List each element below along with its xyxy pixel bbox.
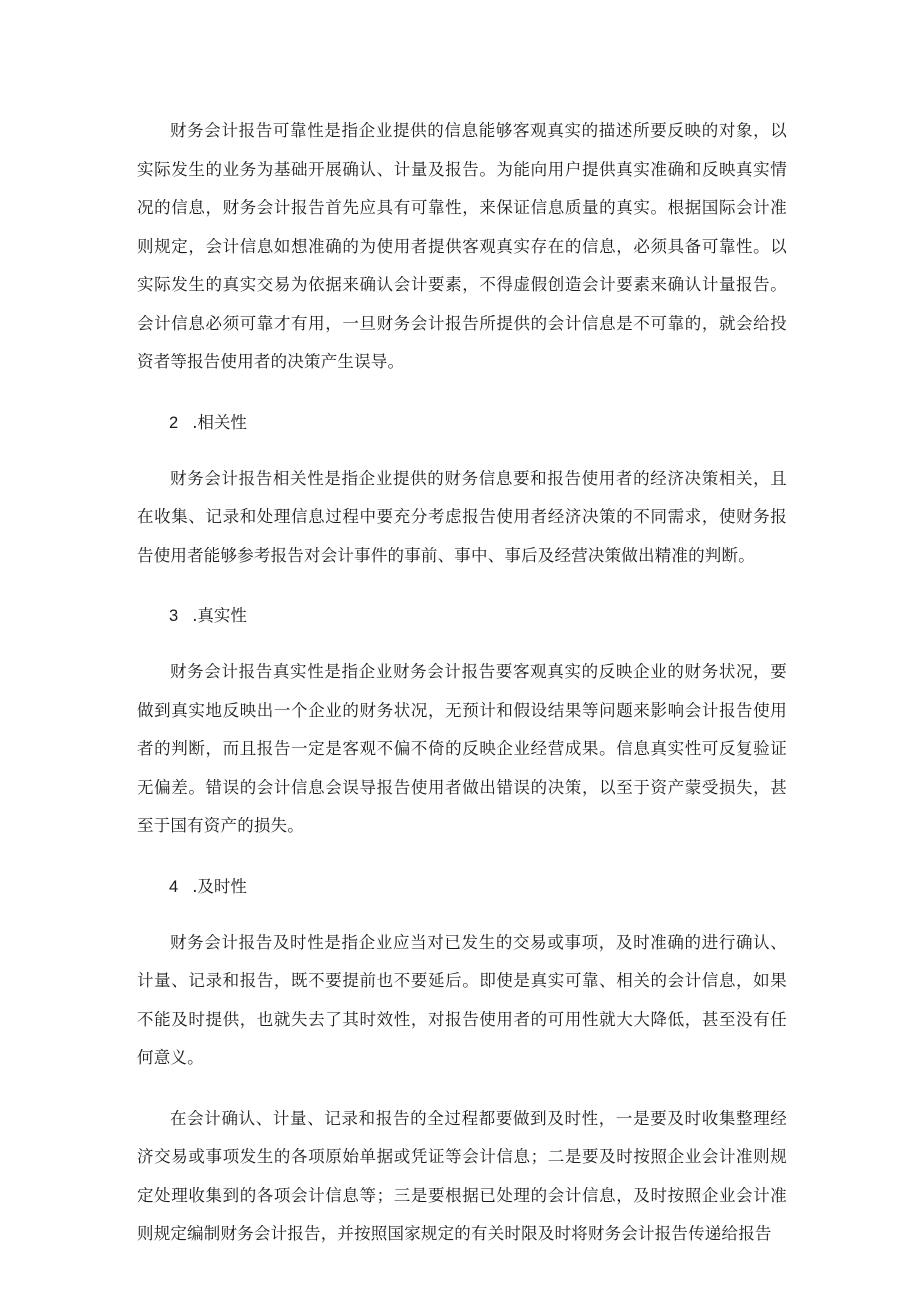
section-title: .真实性	[192, 606, 247, 625]
document-body	[137, 112, 787, 1276]
paragraph-timeliness: 财务会计报告及时性是指企业应当对已发生的交易或事项，及时准确的进行确认、计量、记录和报告，既不要提前也不要延后。即使是真实可靠、相关的会计信息，如果不能及时提供，也就失去了其时效性，对报告使用者的可用性就大大降低，甚至没有任何意义。	[137, 932, 787, 1067]
section-heading-timeliness	[137, 868, 787, 906]
section-title: .及时性	[192, 876, 247, 896]
paragraph-relevance: 财务会计报告相关性是指企业提供的财务信息要和报告使用者的经济决策相关，且在收集、记录和处理信息过程中要充分考虑报告使用者经济决策的不同需求，使财务报告使用者能够参考报告对会计事件的事前、事中、事后及经营决策做出精准的判断。	[137, 468, 787, 565]
section-number: 2	[169, 413, 179, 432]
paragraph-timeliness-process: 在会计确认、计量、记录和报告的全过程都要做到及时性，一是要及时收集整理经济交易或事项发生的各项原始单据或凭证等会计信息；二是要及时按照企业会计准则规定处理收集到的各项会计信息等；三是要根据已处理的会计信息，及时按照企业会计准则规定编制财务会计报告，并按照国家规定的有关时限及时将财务会计报告传递给报告	[137, 1108, 787, 1243]
paragraph-reliability: 财务会计报告可靠性是指企业提供的信息能够客观真实的描述所要反映的对象，以实际发生的业务为基础开展确认、计量及报告。为能向用户提供真实准确和反映真实情况的信息，财务会计报告首先应具有可靠性，来保证信息质量的真实。根据国际会计准则规定，会计信息如想准确的为使用者提供客观真实存在的信息，必须具备可靠性。以实际发生的真实交易为依据来确认会计要素，不得虚假创造会计要素来确认计量报告。会计信息必须可靠才有用，一旦财务会计报告所提供的会计信息是不可靠的，就会给投资者等报告使用者的决策产生误导。	[137, 121, 787, 371]
section-number: 4	[169, 877, 179, 896]
paragraph-truthfulness: 财务会计报告真实性是指企业财务会计报告要客观真实的反映企业的财务状况，要做到真实地反映出一个企业的财务状况，无预计和假设结果等问题来影响会计报告使用者的判断，而且报告一定是客观不偏不倚的反映企业经营成果。信息真实性可反复验证无偏差。错误的会计信息会误导报告使用者做出错误的决策，以至于资产蒙受损失，甚至于国有资产的损失。	[137, 662, 787, 835]
section-heading-truthfulness	[137, 597, 787, 635]
section-number: 3	[169, 607, 179, 625]
section-heading-relevance	[137, 404, 787, 442]
section-title: .相关性	[192, 412, 247, 432]
